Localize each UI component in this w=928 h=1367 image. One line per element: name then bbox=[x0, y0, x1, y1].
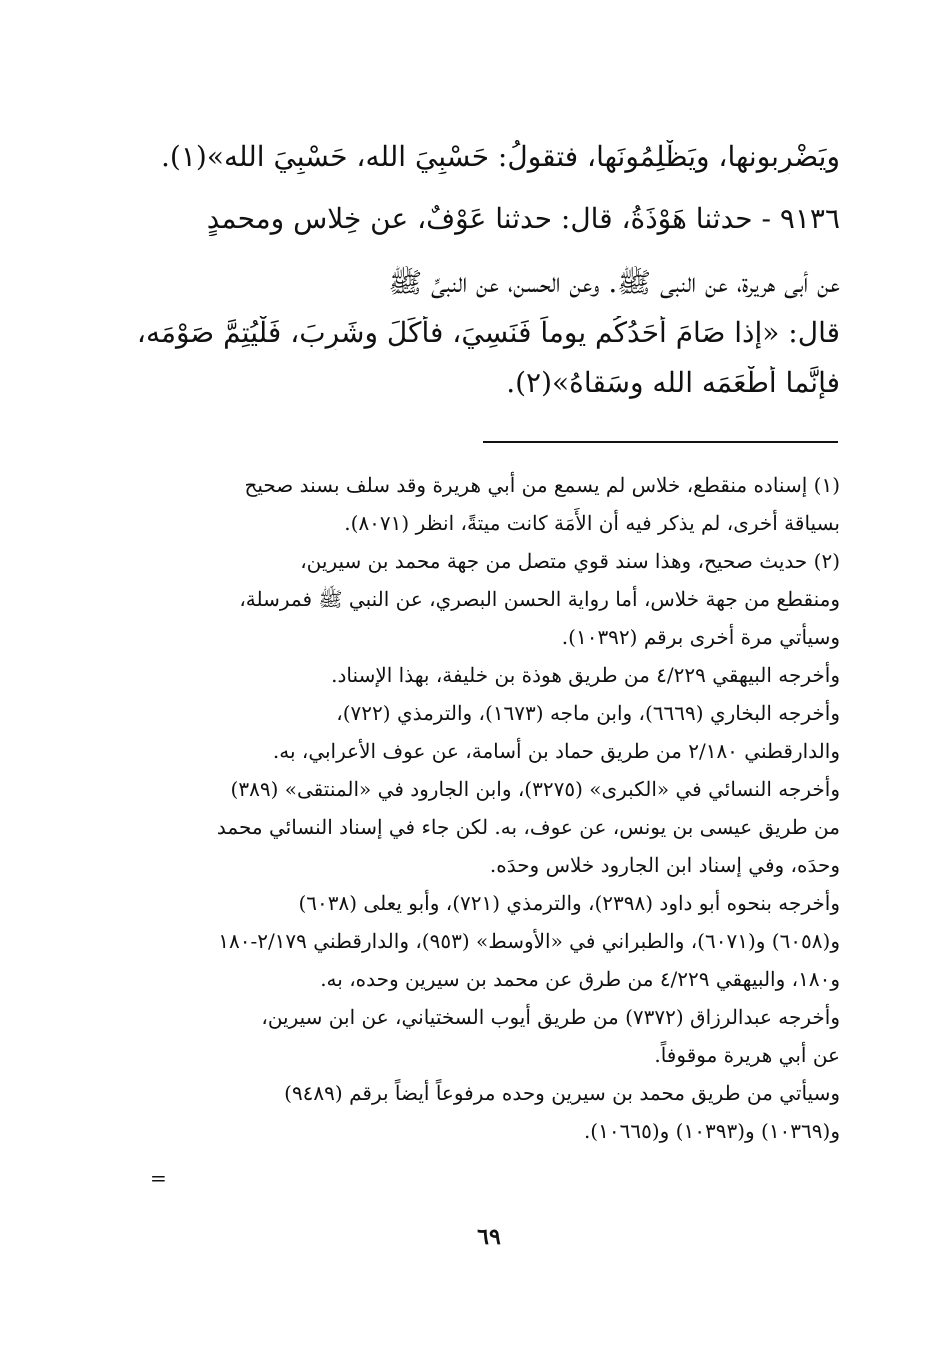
footnote-line: والدارقطني ٢/١٨٠ من طريق حماد بن أسامة، عن عوف الأعرابي، به. bbox=[272, 739, 840, 763]
main-text-line: عن أبي هريرة، عن النبي ﷺ. وعن الحسن، عن النبيِّ ﷺ bbox=[388, 266, 840, 299]
footnote-line: و(٦٠٥٨) و(٦٠٧١)، والطبراني في «الأوسط» (٩٥٣)، والدارقطني ٢/١٧٩-١٨٠ bbox=[218, 929, 840, 953]
footnote-line: وأخرجه النسائي في «الكبرى» (٣٢٧٥)، وابن الجارود في «المنتقى» (٣٨٩) bbox=[230, 777, 840, 801]
footnote-line: وسيأتي مرة أخرى برقم (١٠٣٩٢). bbox=[561, 625, 840, 649]
footnote-divider bbox=[483, 441, 838, 443]
main-text-line: ٩١٣٦ - حدثنا هَوْذَةُ، قال: حدثنا عَوْفٌ، عن خِلاسٍ ومحمدٍ bbox=[206, 202, 840, 235]
footnote-line: وأخرجه البخاري (٦٦٦٩)، وابن ماجه (١٦٧٣)، والترمذي (٧٢٢)، bbox=[336, 701, 840, 725]
footnote-line: من طريق عيسى بن يونس، عن عوف، به. لكن جاء في إسناد النسائي محمد bbox=[216, 815, 840, 839]
footnote-line: ومنقطع من جهة خلاس، أما رواية الحسن البصري، عن النبي ﷺ فمرسلة، bbox=[239, 587, 840, 611]
footnote-line: وأخرجه بنحوه أبو داود (٢٣٩٨)، والترمذي (٧٢١)، وأبو يعلى (٦٠٣٨) bbox=[298, 891, 840, 915]
footnote-line: و١٨٠، والبيهقي ٤/٢٢٩ من طرق عن محمد بن سيرين وحده، به. bbox=[320, 967, 840, 991]
footnote-line: و(١٠٣٦٩) و(١٠٣٩٣) و(١٠٦٦٥). bbox=[583, 1119, 840, 1143]
main-text-line: فإنَّما أَطْعَمَه الله وسَقاهُ»(٢). bbox=[506, 366, 840, 399]
footnote-line: عن أبي هريرة موقوفاً. bbox=[654, 1043, 840, 1067]
footnote-line: (١) إسناده منقطع، خلاس لم يسمع من أبي هريرة وقد سلف بسند صحيح bbox=[244, 473, 840, 497]
footnote-line: وأخرجه البيهقي ٤/٢٢٩ من طريق هوذة بن خليفة، بهذا الإسناد. bbox=[331, 663, 840, 687]
footnotes bbox=[134, 466, 840, 1150]
footnote-line: بسياقة أخرى، لم يذكر فيه أن الأَمَة كانت ميتةً، انظر (٨٠٧١). bbox=[344, 511, 840, 535]
main-text-line: ويَضْرِبونها، ويَظْلِمُونَها، فتقولُ: حَسْبِيَ الله، حَسْبِيَ الله»(١). bbox=[161, 140, 840, 173]
main-text-line: قال: «إذا صَامَ أَحَدُكُم يوماً فَنَسِيَ، فأَكَلَ وشَرِبَ، فَلْيُتِمَّ صَوْمَه، bbox=[136, 316, 840, 349]
continuation-mark: = bbox=[150, 1166, 167, 1190]
footnote-line: (٢) حديث صحيح، وهذا سند قوي متصل من جهة محمد بن سيرين، bbox=[300, 549, 840, 573]
footnote-line: وأخرجه عبدالرزاق (٧٣٧٢) من طريق أيوب السختياني، عن ابن سيرين، bbox=[261, 1005, 840, 1029]
main-text bbox=[130, 140, 840, 424]
page-number: ٦٩ bbox=[477, 1224, 501, 1250]
footnote-line: وسيأتي من طريق محمد بن سيرين وحده مرفوعاً أيضاً برقم (٩٤٨٩) bbox=[284, 1081, 840, 1105]
footnote-line: وحدَه، وفي إسناد ابن الجارود خلاس وحدَه. bbox=[489, 853, 840, 877]
